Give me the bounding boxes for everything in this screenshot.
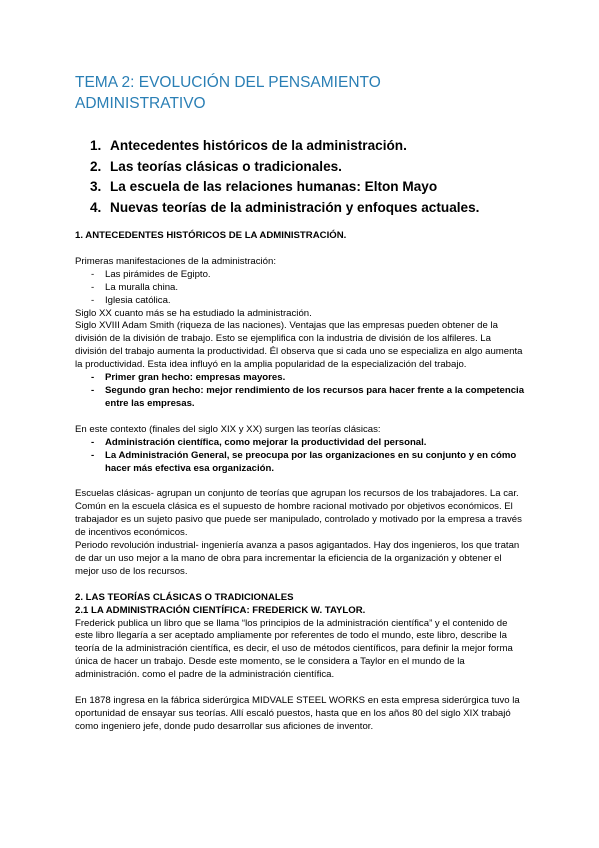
paragraph-escuelas-clasicas: Escuelas clásicas- agrupan un conjunto de teorías que agrupan los recursos de los trabajadores. La car. Común en la escuela clásica es el supuesto de hombre racional motivado por objetivos económicos. El trabajador es un sujeto pasivo que puede ser manipulado, controlado y motivado por la empresa a través de incentivos económicos. bbox=[75, 488, 522, 539]
section-2-heading: 2. LAS TEORÍAS CLÁSICAS O TRADICIONALES bbox=[75, 591, 294, 603]
toc-number: 2. bbox=[90, 158, 102, 174]
paragraph-siglo-xx: Siglo XX cuanto más se ha estudiado la administración. bbox=[75, 307, 312, 319]
toc-item bbox=[90, 136, 479, 157]
paragraph-adam-smith: Siglo XVIII Adam Smith (riqueza de las naciones). Ventajas que las empresas pueden obtener de la división de la división de trabajo. Esto se ejemplifica con la industria de división de los alfileres. La división del trabajo aumenta la productividad. Él observa que si cada uno se especializa en algo aumenta la productividad. Esta idea influyó en la amplia popularidad de la especialización del trabajo. bbox=[75, 320, 523, 371]
manifestations-list bbox=[75, 269, 525, 308]
section-2-1-heading: 2.1 LA ADMINISTRACIÓN CIENTÍFICA: FREDERICK W. TAYLOR. bbox=[75, 604, 366, 616]
toc-item bbox=[90, 198, 479, 219]
hechos-list bbox=[75, 372, 525, 411]
toc-text: Las teorías clásicas o tradicionales. bbox=[110, 158, 342, 174]
toc-number: 1. bbox=[90, 138, 102, 153]
table-of-contents bbox=[90, 136, 479, 218]
list-item: - Administración científica, como mejorar la productividad del personal. bbox=[75, 437, 525, 450]
list-item: - La Administración General, se preocupa por las organizaciones en su conjunto y en cómo hacer más efectiva esa organización. bbox=[75, 450, 525, 476]
list-item: - Primer gran hecho: empresas mayores. bbox=[75, 372, 525, 385]
manifestations-intro: Primeras manifestaciones de la administración: bbox=[75, 255, 277, 267]
toc-text: Antecedentes históricos de la administración. bbox=[110, 138, 407, 153]
document-body bbox=[75, 230, 525, 734]
section-1-heading: 1. ANTECEDENTES HISTÓRICOS DE LA ADMINISTRACIÓN. bbox=[75, 230, 347, 241]
title-line-2: ADMINISTRATIVO bbox=[75, 95, 206, 112]
paragraph-1878: En 1878 ingresa en la fábrica siderúrgica MIDVALE STEEL WORKS en esta empresa siderúrgica tuvo la oportunidad de ensayar sus teorías. Allí escaló puestos, hasta que en los años 80 del siglo XIX trabajó como ingeniero jefe, donde pudo desarrollar sus aficiones de inventor. bbox=[75, 695, 520, 732]
toc-item bbox=[90, 177, 479, 198]
title-line-1: TEMA 2: EVOLUCIÓN DEL PENSAMIENTO bbox=[75, 74, 381, 91]
list-item: - La muralla china. bbox=[75, 282, 525, 295]
toc-item bbox=[90, 157, 479, 178]
toc-number: 3. bbox=[90, 179, 102, 194]
document-title bbox=[75, 72, 545, 114]
list-item: - Segundo gran hecho: mejor rendimiento de los recursos para hacer frente a la competencia entre las empresas. bbox=[75, 385, 525, 411]
toc-number: 4. bbox=[90, 199, 102, 215]
list-item: - Iglesia católica. bbox=[75, 295, 525, 308]
toc-text: Nuevas teorías de la administración y enfoques actuales. bbox=[110, 199, 480, 215]
paragraph-revolucion-industrial: Periodo revolución industrial- ingeniería avanza a pasos agigantados. Hay dos ingenieros, los que tratan de dar un uso mejor a la mano de obra para incrementar la eficiencia de la organización y obtener el mejor uso de los recursos. bbox=[75, 540, 520, 577]
paragraph-frederick: Frederick publica un libro que se llama “los principios de la administración científica” y el contenido de este libro llegaría a ser aceptado ampliamente por referentes de todo el mundo, este libro, describe la teoría de la administración científica, es decir, el uso de métodos científicos, para definir la mejor forma única de hacer un trabajo. Desde este momento, se le considera a Taylor en el mundo de la administración. como el padre de la administración científica. bbox=[75, 617, 513, 681]
teorias-clasicas-list bbox=[75, 437, 525, 476]
paragraph-contexto: En este contexto (finales del siglo XIX y XX) surgen las teorías clásicas: bbox=[75, 423, 381, 435]
toc-text: La escuela de las relaciones humanas: Elton Mayo bbox=[110, 179, 438, 194]
list-item: - Las pirámides de Egipto. bbox=[75, 269, 525, 282]
